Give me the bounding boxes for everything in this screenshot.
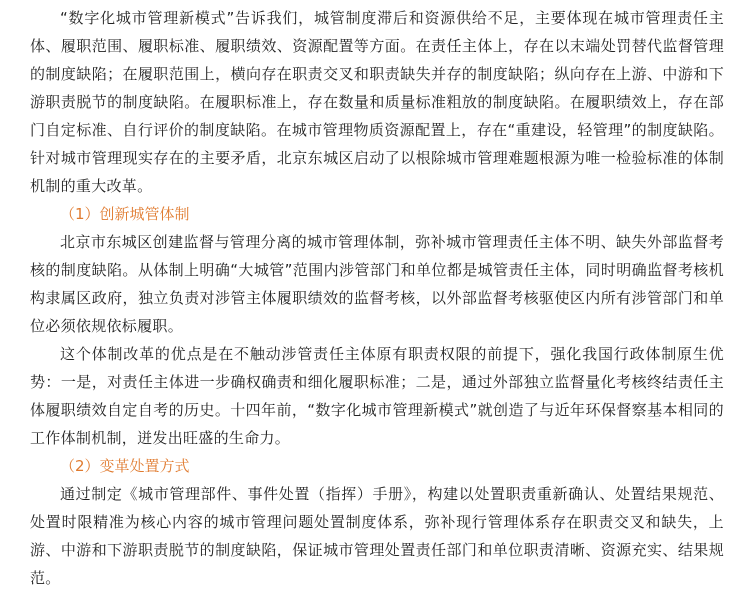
intro-paragraph: “数字化城市管理新模式”告诉我们，城管制度滞后和资源供给不足，主要体现在城市管理责任主体、履职范围、履职标准、履职绩效、资源配置等方面。在责任主体上，存在以末端处罚替代监督管理的制度缺陷；在履职范围上，横向存在职责交叉和职责缺失并存的制度缺陷；纵向存在上游、中游和下游职责脱节的制度缺陷。在履职标准上，存在数量和质量标准粗放的制度缺陷。在履职绩效上，存在部门自定标准、自行评价的制度缺陷。在城市管理物质资源配置上，存在“重建设，轻管理”的制度缺陷。针对城市管理现实存在的主要矛盾，北京东城区启动了以根除城市管理难题根源为唯一检验标准的体制机制的重大改革。	[30, 9, 724, 195]
section-heading-reform-disposal: （2）变革处置方式	[60, 457, 190, 475]
section1-paragraph-1: 北京市东城区创建监督与管理分离的城市管理体制，弥补城市管理责任主体不明、缺失外部监督考核的制度缺陷。从体制上明确“大城管”范围内涉管部门和单位都是城管责任主体，同时明确监督考核机构隶属区政府，独立负责对涉管主体履职绩效的监督考核，以外部监督考核驱使区内所有涉管部门和单位必须依规依标履职。	[30, 233, 724, 335]
section-heading-innovate-system: （1）创新城管体制	[60, 205, 190, 223]
section2-paragraph-1: 通过制定《城市管理部件、事件处置（指挥）手册》，构建以处置职责重新确认、处置结果规范、处置时限精准为核心内容的城市管理问题处置制度体系，弥补现行管理体系存在职责交叉和缺失，上游、中游和下游职责脱节的制度缺陷，保证城市管理处置责任部门和单位职责清晰、资源充实、结果规范。	[30, 485, 724, 587]
section1-paragraph-2: 这个体制改革的优点是在不触动涉管责任主体原有职责权限的前提下，强化我国行政体制原生优势：一是，对责任主体进一步确权确责和细化履职标准；二是，通过外部独立监督量化考核终结责任主体履职绩效自定自考的历史。十四年前，“数字化城市管理新模式”就创造了与近年环保督察基本相同的工作体制机制，迸发出旺盛的生命力。	[30, 345, 724, 447]
